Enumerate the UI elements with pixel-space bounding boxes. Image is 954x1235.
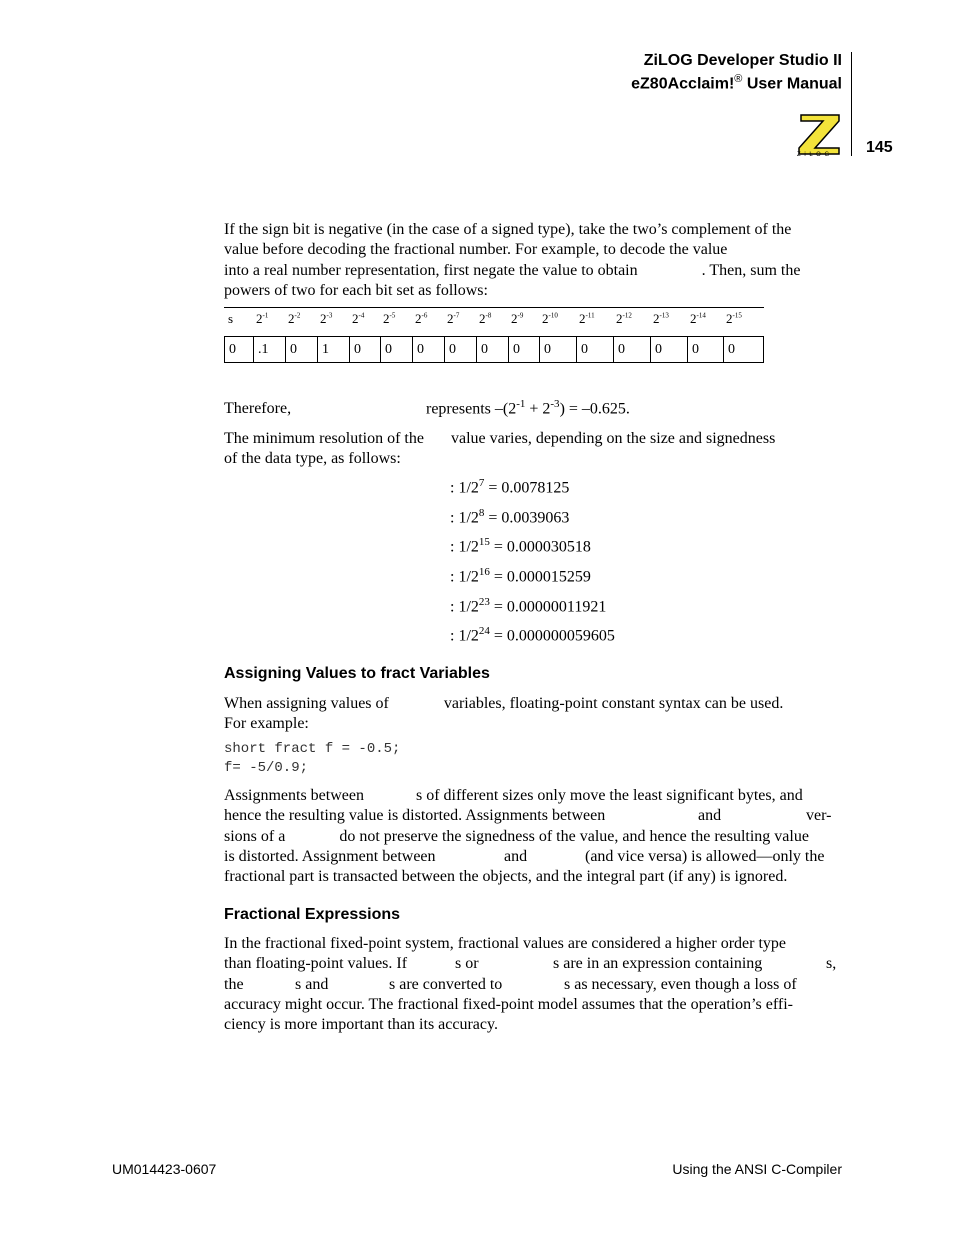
power-header-2: $2^{-2}$ bbox=[288, 311, 301, 326]
code-line-1: short fract f = -0.5; bbox=[224, 741, 401, 757]
s1-p2l2c: ver- bbox=[806, 807, 832, 825]
para1-line4: powers of two for each bit set as follows: bbox=[224, 281, 488, 299]
bit-cell-4: 0 bbox=[349, 337, 380, 362]
therefore-word: Therefore, bbox=[224, 400, 292, 417]
section2-paragraph bbox=[224, 934, 840, 1035]
bit-cell-10: 0 bbox=[539, 337, 576, 362]
power-header-0: s bbox=[228, 311, 234, 326]
expr-exp1: -1 bbox=[516, 398, 526, 410]
para2-line1b: value varies, depending on the size and signedness bbox=[450, 430, 776, 447]
bit-cell-3: 1 bbox=[317, 337, 349, 362]
resolution-item: : $1/2^{16} = 0.000015259$ bbox=[450, 566, 591, 586]
footer-chapter: Using the ANSI C-Compiler bbox=[672, 1161, 842, 1177]
s2-line5: ciency is more important than its accuracy. bbox=[224, 1016, 498, 1034]
expr-exp2: -3 bbox=[550, 398, 560, 410]
s2-l3c: s are converted to bbox=[389, 975, 503, 993]
table-bit-row bbox=[224, 336, 764, 363]
s1-p2l2a: hence the resulting value is distorted. Assignments between bbox=[224, 807, 606, 825]
bit-cell-7: 0 bbox=[444, 337, 476, 362]
expr-part-b: represents –(2 bbox=[426, 400, 517, 418]
power-header-12: $2^{-12}$ bbox=[616, 311, 632, 326]
s1-p2l1a: Assignments between bbox=[224, 787, 364, 804]
section1-intro-line1 bbox=[224, 694, 783, 714]
logo-text: Z i L O G bbox=[797, 152, 831, 158]
s2-l3a: the bbox=[224, 975, 244, 993]
para1-line3a: into a real number representation, first negate the value to obtain bbox=[224, 261, 638, 279]
power-header-5: $2^{-5}$ bbox=[383, 311, 396, 326]
s1-p2l1b: s of different sizes only move the least significant bytes, and bbox=[415, 787, 803, 804]
paragraph-sign-bit bbox=[224, 220, 840, 301]
header-subtitle bbox=[631, 73, 842, 93]
section-heading-fractional-expressions: Fractional Expressions bbox=[224, 906, 401, 923]
bit-cell-0: 0 bbox=[229, 342, 236, 357]
s2-l3d: s as necessary, even though a loss of bbox=[564, 975, 797, 993]
bit-cell-1: .1 bbox=[253, 337, 285, 362]
s1-p2l3a: sions of a bbox=[224, 827, 286, 845]
power-header-9: $2^{-9}$ bbox=[511, 311, 524, 326]
power-header-1: $2^{-1}$ bbox=[256, 311, 269, 326]
power-header-6: $2^{-6}$ bbox=[415, 311, 428, 326]
s1-p2l4a: is distorted. Assignment between bbox=[224, 847, 436, 865]
s1-p2l2b: and bbox=[698, 807, 722, 825]
bit-cell-13: 0 bbox=[650, 337, 687, 362]
power-header-10: $2^{-10}$ bbox=[542, 311, 558, 326]
power-header-8: $2^{-8}$ bbox=[479, 311, 492, 326]
paragraph-min-resolution bbox=[224, 429, 775, 470]
s1-p2l3b: do not preserve the signedness of the value, and hence the resulting value bbox=[339, 827, 809, 845]
therefore-line bbox=[224, 400, 291, 418]
power-header-4: $2^{-4}$ bbox=[352, 311, 365, 326]
therefore-expression bbox=[426, 398, 630, 418]
s2-l2b: s or bbox=[455, 955, 479, 973]
registered-mark: ® bbox=[734, 73, 743, 85]
s1-p2l4c: (and vice versa) is allowed—only the bbox=[585, 847, 825, 865]
manual-label: User Manual bbox=[742, 75, 842, 93]
para2-line2: of the data type, as follows: bbox=[224, 450, 401, 468]
s2-line2 bbox=[224, 954, 840, 974]
resolution-item: : $1/2^{24} = 0.000000059605$ bbox=[450, 625, 615, 645]
s2-l2a: than floating-point values. If bbox=[224, 955, 408, 973]
para1-line3b: . Then, sum the bbox=[701, 261, 801, 279]
s1-p1a: When assigning values of bbox=[224, 695, 389, 712]
bit-cell-6: 0 bbox=[412, 337, 444, 362]
bit-cell-8: 0 bbox=[476, 337, 508, 362]
code-example bbox=[224, 740, 400, 778]
zilog-logo bbox=[795, 112, 843, 160]
para2-line1a: The minimum resolution of the bbox=[224, 430, 424, 447]
s1-p2-line2 bbox=[224, 806, 840, 826]
s2-line3 bbox=[224, 975, 840, 995]
section1-assignments-paragraph bbox=[224, 786, 840, 887]
s1-p2l4b: and bbox=[504, 847, 528, 865]
code-line-2: f= -5/0.9; bbox=[224, 760, 309, 776]
s2-line4: accuracy might occur. The fractional fixed-point model assumes that the operation’s effi- bbox=[224, 995, 793, 1013]
resolution-item: : $1/2^{15} = 0.000030518$ bbox=[450, 536, 591, 556]
expr-part-c: + 2 bbox=[525, 400, 551, 418]
s1-p2-line4 bbox=[224, 847, 840, 867]
s2-l2d: s, bbox=[826, 955, 837, 973]
bit-cell-12: 0 bbox=[613, 337, 650, 362]
bit-cell-14: 0 bbox=[687, 337, 723, 362]
s2-l3b: s and bbox=[295, 975, 329, 993]
bit-cell-2: 0 bbox=[285, 337, 317, 362]
product-name: eZ80Acclaim! bbox=[631, 75, 735, 93]
para1-line2: value before decoding the fractional number. For example, to decode the value bbox=[224, 241, 728, 259]
power-header-15: $2^{-15}$ bbox=[726, 311, 742, 326]
bit-cell-11: 0 bbox=[576, 337, 613, 362]
s1-p2-line5: fractional part is transacted between the objects, and the integral part (if any) is ignored. bbox=[224, 868, 788, 886]
s1-p1b: variables, floating-point constant syntax can be used. bbox=[443, 695, 784, 712]
s1-p2-line1 bbox=[224, 786, 840, 806]
section1-intro bbox=[224, 694, 783, 735]
power-header-11: $2^{-11}$ bbox=[579, 311, 595, 326]
expr-part-d: ) = –0.625. bbox=[559, 400, 630, 418]
power-header-14: $2^{-14}$ bbox=[690, 311, 706, 326]
resolution-item: : $1/2^7 = 0.0078125$ bbox=[450, 477, 570, 497]
resolution-item: : $1/2^{23} = 0.00000011921$ bbox=[450, 596, 607, 616]
page-number: 145 bbox=[866, 139, 893, 156]
power-header-13: $2^{-13}$ bbox=[653, 311, 669, 326]
power-header-3: $2^{-3}$ bbox=[320, 311, 333, 326]
para1-line1: If the sign bit is negative (in the case of a signed type), take the two’s complement of the bbox=[224, 221, 792, 238]
s1-p2-line3 bbox=[224, 827, 840, 847]
s2-line1: In the fractional fixed-point system, fractional values are considered a higher order type bbox=[224, 935, 786, 952]
power-header-7: $2^{-7}$ bbox=[447, 311, 460, 326]
resolution-item: : $1/2^8 = 0.0039063$ bbox=[450, 507, 570, 527]
header-title: ZiLOG Developer Studio II bbox=[643, 52, 842, 69]
table-top-rule bbox=[224, 307, 764, 308]
s2-l2c: s are in an expression containing bbox=[553, 955, 763, 973]
section-heading-assigning: Assigning Values to fract Variables bbox=[224, 665, 490, 682]
bit-cell-5: 0 bbox=[380, 337, 412, 362]
table-power-row bbox=[224, 311, 764, 333]
para1-line3 bbox=[224, 261, 840, 281]
footer-document-id: UM014423-0607 bbox=[112, 1161, 217, 1177]
bit-cell-9: 0 bbox=[508, 337, 539, 362]
bit-cell-15: 0 bbox=[723, 337, 763, 362]
header-rule bbox=[851, 52, 852, 156]
para2-line1 bbox=[224, 429, 775, 449]
section1-intro-line2: For example: bbox=[224, 715, 309, 733]
